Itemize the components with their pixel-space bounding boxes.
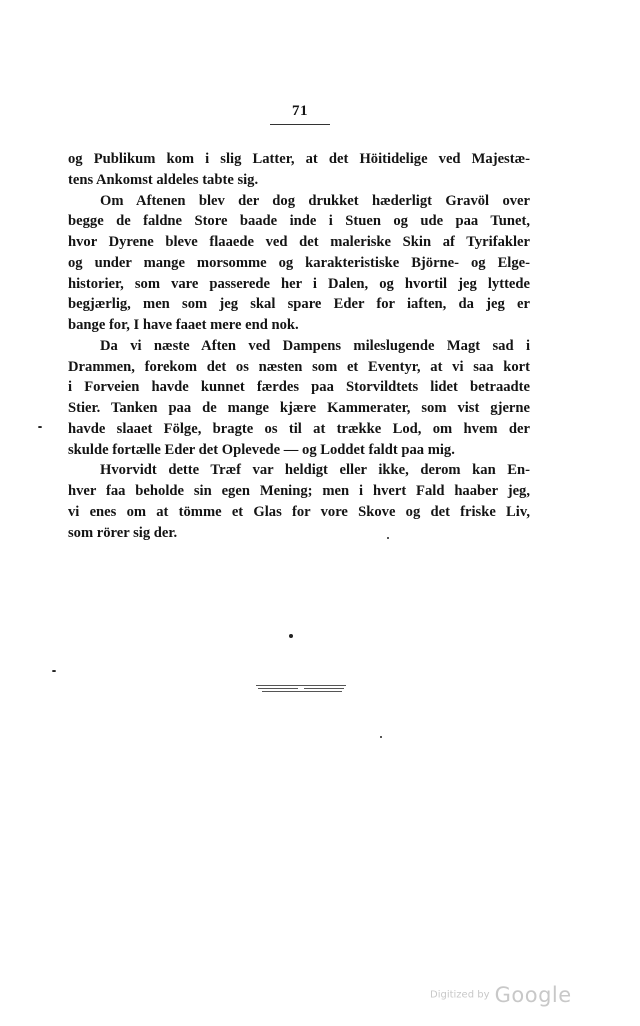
watermark-brand: Google	[494, 983, 572, 1007]
end-rule	[304, 688, 344, 689]
body-text	[68, 149, 530, 543]
page-number: 71	[292, 103, 308, 119]
text-line: hvor Dyrene bleve flaaede ved det maleriske Skin af Tyrifakler	[68, 234, 530, 250]
scan-speck	[52, 670, 56, 672]
end-rule	[258, 688, 298, 689]
end-rule	[262, 691, 342, 692]
text-line: Da vi næste Aften ved Dampens mileslugende Magt sad i	[100, 337, 530, 354]
text-line: historier, som vare passerede her i Dalen, og hvortil jeg lyttede	[68, 275, 530, 292]
end-rule	[256, 685, 346, 686]
text-line: som rörer sig der.	[68, 524, 178, 541]
text-line: begge de faldne Store baade inde i Stuen og ude paa Tunet,	[68, 213, 530, 230]
text-line: og under mange morsomme og karakteristiske Björne- og Elge-	[68, 254, 530, 271]
text-line: skulde fortælle Eder det Oplevede — og Loddet faldt paa mig.	[68, 441, 455, 458]
text-line: Stier. Tanken paa de mange kjære Kammerater, som vist gjerne	[68, 400, 530, 416]
text-line: og Publikum kom i slig Latter, at det Höitidelige ved Majestæ-	[68, 151, 530, 167]
watermark-prefix: Digitized by	[430, 989, 490, 1001]
scan-speck	[38, 426, 42, 428]
text-line: tens Ankomst aldeles tabte sig.	[68, 171, 259, 188]
text-line: havde slaaet Fölge, bragte os til at trække Lod, om hvem der	[68, 420, 530, 437]
scan-speck	[387, 537, 389, 539]
scan-speck	[289, 634, 293, 638]
text-line: Drammen, forekom det os næsten som et Eventyr, at vi saa kort	[68, 358, 530, 375]
text-line: begjærlig, men som jeg skal spare Eder for iaften, da jeg er	[68, 296, 530, 313]
text-line: Hvorvidt dette Træf var heldigt eller ikke, derom kan En-	[100, 462, 530, 479]
text-line: hver faa beholde sin egen Mening; men i hvert Fald haaber jeg,	[68, 483, 530, 499]
text-line: bange for, I have faaet mere end nok.	[68, 317, 299, 333]
page-number-rule	[270, 124, 330, 125]
text-line: i Forveien havde kunnet færdes paa Storvildtets lidet betraadte	[68, 379, 530, 396]
digitized-by-google-watermark	[430, 983, 572, 1007]
text-line: vi enes om at tömme et Glas for vore Skove og det friske Liv,	[68, 503, 530, 520]
text-line: Om Aftenen blev der dog drukket hæderligt Gravöl over	[100, 192, 530, 209]
scan-speck	[380, 736, 382, 738]
